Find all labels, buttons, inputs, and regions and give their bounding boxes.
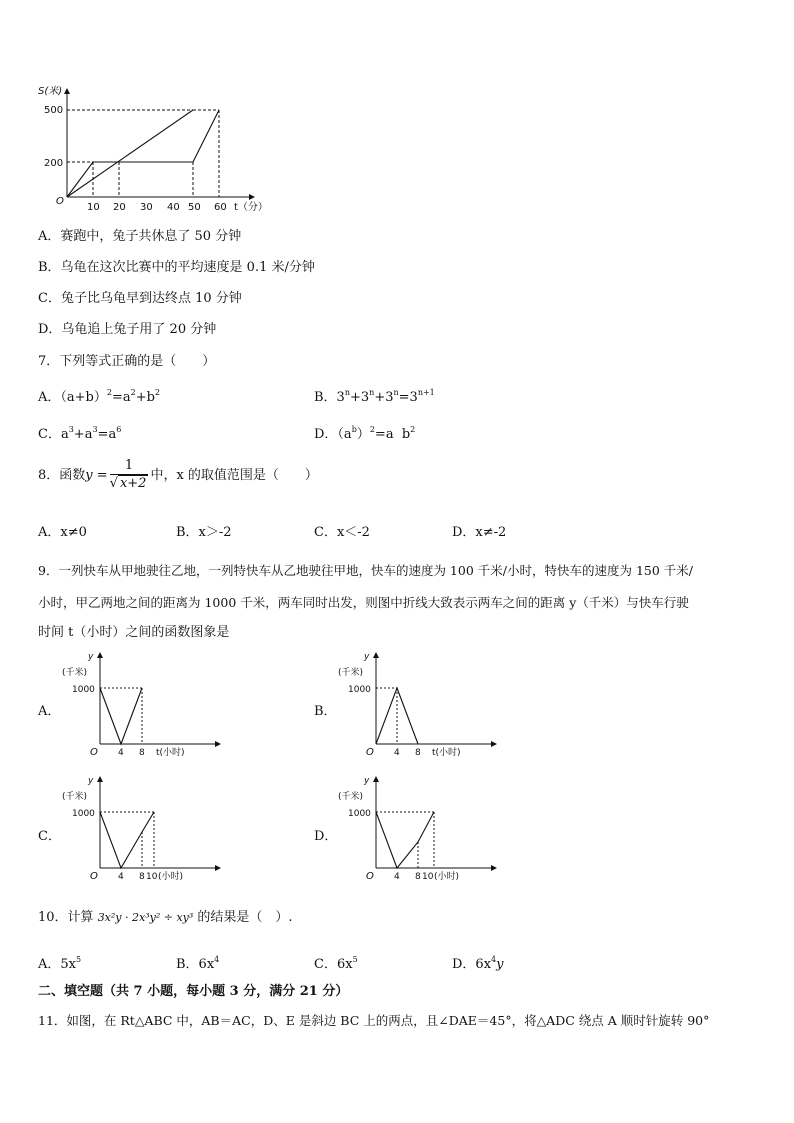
svg-text:t(小时): t(小时) [432,748,461,758]
svg-text:10: 10 [422,872,434,882]
svg-text:4: 4 [118,872,124,882]
q6-option-d: D．乌龟追上兔子用了 20 分钟 [38,322,217,337]
section-2-heading: 二、填空题（共 7 小题，每小题 3 分，满分 21 分） [38,984,349,999]
q9-graph-b [336,648,506,766]
q6-option-b: B．乌龟在这次比赛中的平均速度是 0.1 米/分钟 [38,260,315,275]
q9-graph-c [60,772,230,890]
q9-label-c: C． [38,829,61,844]
q6-option-c: C．兔子比乌龟早到达终点 10 分钟 [38,291,242,306]
svg-text:(千米): (千米) [62,668,88,678]
svg-text:O: O [90,747,98,758]
svg-text:O: O [90,871,98,882]
x-tick-10: 10 [87,202,100,213]
svg-text:1000: 1000 [348,685,371,695]
q9-label-b: B． [314,704,337,719]
svg-text:(千米): (千米) [62,792,88,802]
q7-option-d: D．$(a^b)^2=a$ $b^2$ [314,425,416,442]
svg-text:y: y [88,652,94,662]
svg-text:8: 8 [415,748,421,758]
q9-line3: 时间 t（小时）之间的函数图象是 [38,625,230,640]
q8-fraction: $\frac{1}{√ x+2}$ [109,458,147,491]
q9-label-a: A． [38,704,61,719]
q8-option-b: B．x＞-2 [176,525,232,540]
x-tick-30: 30 [140,202,153,213]
svg-text:1000: 1000 [72,809,95,819]
q7-option-b: B．$3^n+3^n+3^n=3^{n+1}$ [314,388,435,405]
q8-option-d: D．x≠-2 [452,525,507,540]
svg-text:4: 4 [118,748,124,758]
q8-stem: 8．函数y = $\frac{1}{√ x+2}$ 中，x 的取值范围是（ ） [38,458,318,491]
svg-text:8: 8 [139,872,145,882]
svg-text:y: y [88,776,94,786]
q8-option-c: C．x＜-2 [314,525,370,540]
y-tick-200: 200 [44,158,64,169]
svg-text:(小时): (小时) [158,872,184,882]
y-tick-500: 500 [44,105,64,116]
svg-text:(千米): (千米) [338,668,364,678]
x-axis-label: t（分） [234,202,268,213]
svg-text:1000: 1000 [348,809,371,819]
svg-text:8: 8 [139,748,145,758]
q10-option-c: C．$6x^5$ [314,955,358,972]
q11-stem: 11．如图，在 Rt△ABC 中，AB＝AC，D、E 是斜边 BC 上的两点，且∠DAE＝45°，将△ADC 绕点 A 顺时针旋转 90° [38,1013,710,1028]
x-tick-20: 20 [113,202,126,213]
q9-line1: 9．一列快车从甲地驶往乙地，一列特快车从乙地驶往甲地，快车的速度为 100 千米/小时，特快车的速度为 150 千米/ [38,563,693,578]
x-tick-40: 40 [167,202,180,213]
y-axis-label: S(米) [38,86,63,97]
x-tick-50: 50 [188,202,201,213]
svg-text:(千米): (千米) [338,792,364,802]
svg-text:4: 4 [394,748,400,758]
svg-text:t(小时): t(小时) [156,748,185,758]
q6-option-a: A．赛跑中，兔子共休息了 50 分钟 [38,229,242,244]
svg-text:(小时): (小时) [434,872,460,882]
rabbit-line [67,110,219,197]
q7-option-a: A．$(a+b)^2=a^2+b^2$ [38,388,161,405]
svg-text:4: 4 [394,872,400,882]
origin-label: O [56,196,64,207]
q10-option-a: A．$5x^5$ [38,955,82,972]
q10-option-d: D．$6x^4y$ [452,955,504,972]
svg-text:10: 10 [146,872,158,882]
svg-text:8: 8 [415,872,421,882]
svg-text:O: O [366,747,374,758]
svg-text:y: y [364,652,370,662]
svg-text:1000: 1000 [72,685,95,695]
q9-graph-a [60,648,230,766]
q7-option-c: C．$a^3+a^3=a^6$ [38,425,122,442]
q10-stem: 10．计算 3x²y · 2x³y² ÷ xy³ 的结果是（ ）. [38,910,293,925]
distance-time-graph [36,84,276,216]
q8-option-a: A．x≠0 [38,525,87,540]
q7-stem: 7．下列等式正确的是（ ） [38,354,216,369]
svg-text:y: y [364,776,370,786]
q9-line2: 小时，甲乙两地之间的距离为 1000 千米，两车同时出发，则图中折线大致表示两车之间的距离 y（千米）与快车行驶 [38,595,689,610]
q10-option-b: B．$6x^4$ [176,955,220,972]
svg-text:O: O [366,871,374,882]
x-tick-60: 60 [214,202,227,213]
tortoise-line [67,110,193,197]
q9-label-d: D． [314,829,338,844]
q9-graph-d [336,772,506,890]
